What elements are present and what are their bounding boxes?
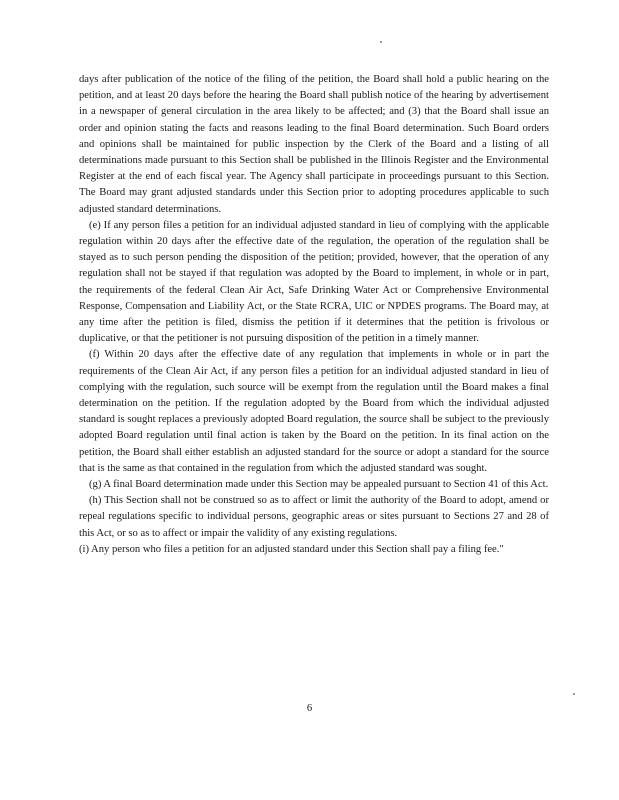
paragraph-continuation: days after publication of the notice of the filing of the petition, the Board shall hold a public hearing on the petition, and at least 20 days before the hearing the Board shall publish notice of the hearing by advertisement in a newspaper of general circulation in the area likely to be affected; and (3) that the Board shall issue an order and opinion stating the facts and reasons leading to the final Board determination. Such Board orders and opinions shall be maintained for public inspection by the Clerk of the Board and a listing of all determinations made pursuant to this Section shall be published in the Illinois Register and the Environmental Register at the end of each fiscal year. The Agency shall participate in proceedings pursuant to this Section. The Board may grant adjusted standards under this Section prior to adopting procedures applicable to such adjusted standard determinations. xyxy=(79,74,549,215)
paragraph-i: (i) Any person who files a petition for an adjusted standard under this Section shall pay a filing fee." xyxy=(79,543,504,555)
paragraph-g: (g) A final Board determination made under this Section may be appealed pursuant to Section 41 of this Act. xyxy=(89,479,549,491)
page-number: 6 xyxy=(306,703,313,714)
scan-speck xyxy=(380,41,382,43)
scan-speck xyxy=(573,693,575,695)
document-body xyxy=(79,72,549,558)
paragraph-f: (f) Within 20 days after the effective date of any regulation that implements in whole or in part the requirements of the Clean Air Act, if any person files a petition for an individual adjusted standard in lieu of complying with the regulation, such source will be exempt from the regulation until the Board makes a final determination on the petition. If the regulation adopted by the Board from which the individual adjusted standard is sought replaces a previously adopted Board regulation, the source shall be subject to the previously adopted Board regulation until final action is taken by the Board on the petition. In its final action on the petition, the Board shall either establish an adjusted standard for the source or adopt a standard for the source that is the same as that contained in the regulation from which the adjusted standard was sought. xyxy=(79,349,549,474)
paragraph-e: (e) If any person files a petition for an individual adjusted standard in lieu of complying with the applicable regulation within 20 days after the effective date of the regulation, the operation of the regulation shall be stayed as to such person pending the disposition of the petition; provided, however, that the operation of any regulation shall not be stayed if that regulation was adopted by the Board to implement, in whole or in part, the requirements of the federal Clean Air Act, Safe Drinking Water Act or Comprehensive Environmental Response, Compensation and Liability Act, or the State RCRA, UIC or NPDES programs. The Board may, at any time after the petition is filed, dismiss the petition if it determines that the petition is frivolous or duplicative, or that the petitioner is not pursuing disposition of the petition in a timely manner. xyxy=(79,219,549,345)
paragraph-h: (h) This Section shall not be construed so as to affect or limit the authority of the Board to adopt, amend or repeal regulations specific to individual persons, geographic areas or sites pursuant to Sections 27 and 28 of this Act, or so as to affect or impair the validity of any existing regulations. xyxy=(79,495,549,539)
